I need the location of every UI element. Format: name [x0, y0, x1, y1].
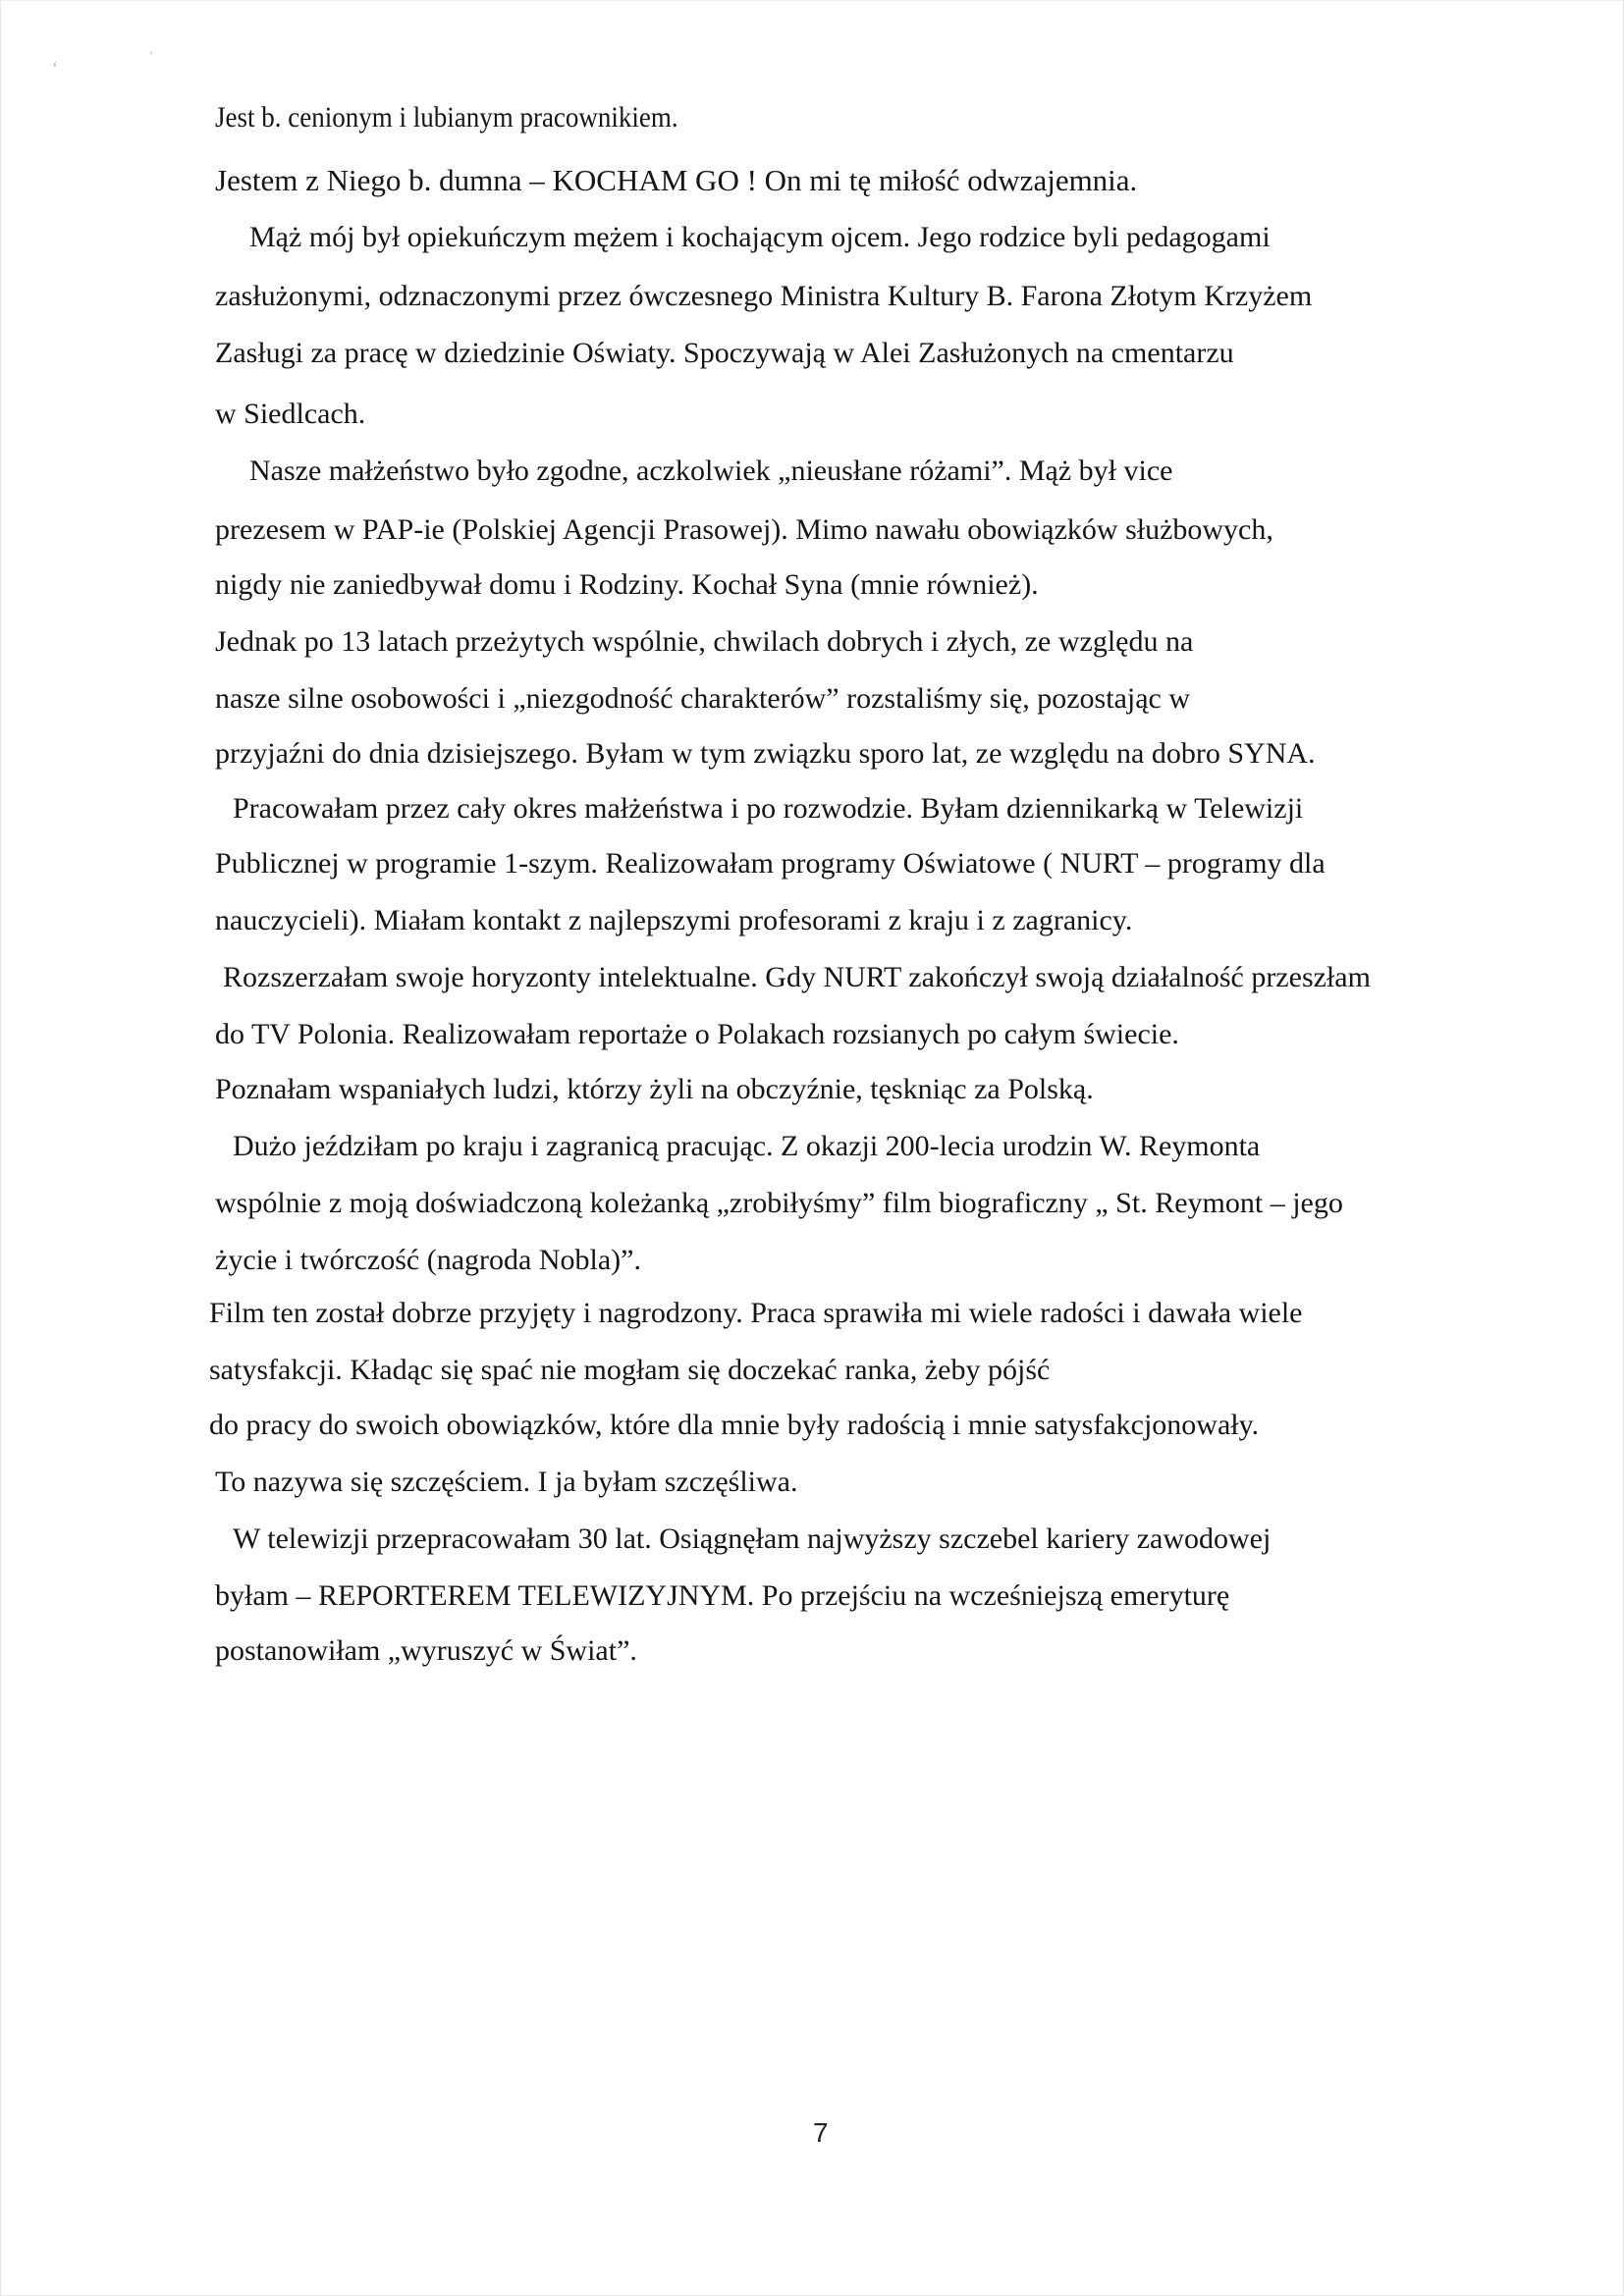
text-line: wspólnie z moją doświadczoną koleżanką „zrobiłyśmy” film biograficzny „ St. Reymont – jego	[215, 1187, 1343, 1219]
text-line: W telewizji przepracowałam 30 lat. Osiągnęłam najwyższy szczebel kariery zawodowej	[233, 1522, 1272, 1555]
text-line: zasłużonymi, odznaczonymi przez ówczesnego Ministra Kultury B. Farona Złotym Krzyżem	[215, 280, 1313, 312]
text-line: do TV Polonia. Realizowałam reportaże o Polakach rozsianych po całym świecie.	[215, 1018, 1179, 1050]
text-line: w Siedlcach.	[215, 398, 366, 430]
text-line: do pracy do swoich obowiązków, które dla mnie były radością i mnie satysfakcjonowały.	[209, 1409, 1260, 1441]
text-line: postanowiłam „wyruszyć w Świat”.	[215, 1634, 637, 1667]
text-line: Nasze małżeństwo było zgodne, aczkolwiek „nieusłane różami”. Mąż był vice	[249, 454, 1173, 487]
scan-artifact-mark: ‘	[52, 58, 58, 78]
text-line: nasze silne osobowości i „niezgodność charakterów” rozstaliśmy się, pozostając w	[215, 682, 1191, 715]
text-line: Pracowałam przez cały okres małżeństwa i po rozwodzie. Byłam dziennikarką w Telewizji	[233, 792, 1304, 825]
text-line: Rozszerzałam swoje horyzonty intelektualne. Gdy NURT zakończył swoją działalność przeszłam	[223, 961, 1371, 993]
page-number: 7	[813, 2117, 829, 2148]
text-line: Poznałam wspaniałych ludzi, którzy żyli na obczyźnie, tęskniąc za Polską.	[215, 1073, 1094, 1105]
text-line: życie i twórczość (nagroda Nobla)”.	[215, 1244, 641, 1276]
text-line: satysfakcji. Kładąc się spać nie mogłam się doczekać ranka, żeby pójść	[209, 1354, 1051, 1386]
text-line: nigdy nie zaniedbywał domu i Rodziny. Kochał Syna (mnie również).	[215, 568, 1039, 601]
scan-artifact-mark: ˈ	[148, 48, 154, 68]
text-line: Jednak po 13 latach przeżytych wspólnie, chwilach dobrych i złych, ze względu na	[215, 625, 1194, 658]
text-line: Film ten został dobrze przyjęty i nagrodzony. Praca sprawiła mi wiele radości i dawała wiele	[209, 1297, 1303, 1329]
text-line: Jest b. cenionym i lubianym pracownikiem.	[215, 101, 678, 133]
text-line: prezesem w PAP-ie (Polskiej Agencji Prasowej). Mimo nawału obowiązków służbowych,	[215, 513, 1273, 546]
text-line: To nazywa się szczęściem. I ja byłam szczęśliwa.	[215, 1466, 798, 1498]
text-line: Publicznej w programie 1-szym. Realizowałam programy Oświatowe ( NURT – programy dla	[215, 847, 1326, 880]
text-line: byłam – REPORTEREM TELEWIZYJNYM. Po przejściu na wcześniejszą emeryturę	[215, 1579, 1230, 1612]
text-line: Dużo jeździłam po kraju i zagranicą pracując. Z okazji 200-lecia urodzin W. Reymonta	[233, 1130, 1261, 1162]
text-line: nauczycieli). Miałam kontakt z najlepszymi profesorami z kraju i z zagranicy.	[215, 904, 1133, 936]
text-line: Mąż mój był opiekuńczym mężem i kochającym ojcem. Jego rodzice byli pedagogami	[249, 221, 1271, 253]
text-line: Jestem z Niego b. dumna – KOCHAM GO ! On mi tę miłość odwzajemnia.	[215, 163, 1138, 197]
text-line: Zasługi za pracę w dziedzinie Oświaty. Spoczywają w Alei Zasłużonych na cmentarzu	[215, 337, 1234, 369]
text-line: przyjaźni do dnia dzisiejszego. Byłam w tym związku sporo lat, ze względu na dobro SYNA.	[215, 737, 1316, 770]
